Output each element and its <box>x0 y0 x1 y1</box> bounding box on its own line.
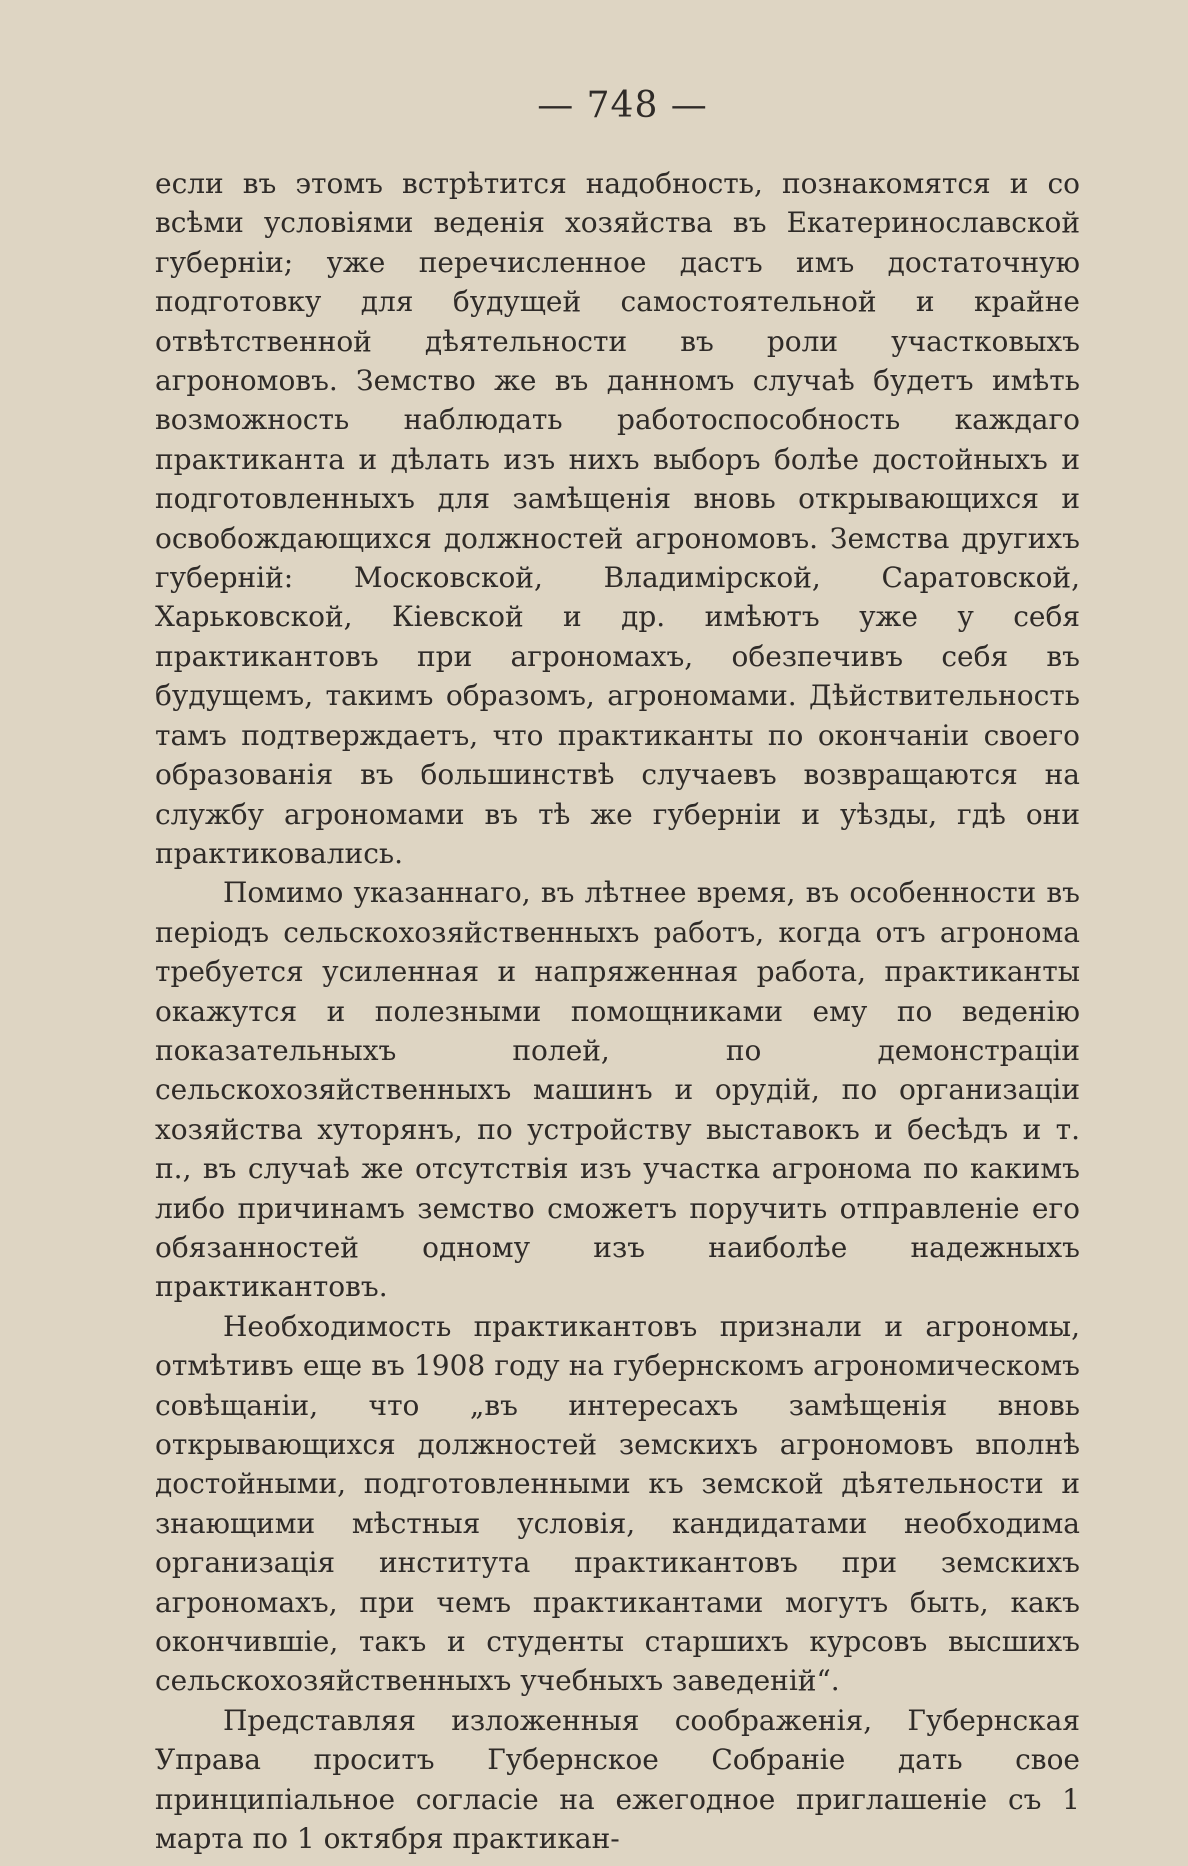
page-number: — 748 — <box>537 85 708 126</box>
paragraph-1: если въ этомъ встрѣтится надобность, познакомятся и со всѣми условіями веденія хозяйства въ Екатеринославской губерніи; уже перечисленное дастъ имъ достаточную подготовку для будущей самостоятельной и крайне отвѣтственной дѣятельности въ роли участковыхъ агрономовъ. Земство же въ данномъ случаѣ будетъ имѣть возможность наблюдать работоспособность каждаго практиканта и дѣлать изъ нихъ выборъ болѣе достойныхъ и подготовленныхъ для замѣщенія вновь открывающихся и освобождающихся должностей агрономовъ. Земства другихъ губерній: Московской, Владимірской, Саратовской, Харьковской, Кіевской и др. имѣютъ уже у себя практикантовъ при агрономахъ, обезпечивъ себя въ будущемъ, такимъ образомъ, агрономами. Дѣйствительность тамъ подтверждаетъ, что практиканты по окончаніи своего образованія въ большинствѣ случаевъ возвращаются на службу агрономами въ тѣ же губерніи и уѣзды, гдѣ они практиковались. <box>155 167 1080 870</box>
paragraph-3: Необходимость практикантовъ признали и агрономы, отмѣтивъ еще въ 1908 году на губернскомъ агрономическомъ совѣщаніи, что „въ интересахъ замѣщенія вновь открывающихся должностей земскихъ агрономовъ вполнѣ достойными, подготовленными къ земской дѣятельности и знающими мѣстныя условія, кандидатами необходима организація института практикантовъ при земскихъ агрономахъ, при чемъ практикантами могутъ быть, какъ окончившіе, такъ и студенты старшихъ курсовъ высшихъ сельскохозяйственныхъ учебныхъ заведеній“. <box>155 1309 1080 1698</box>
paragraph-4: Представляя изложенныя соображенія, Губернская Управа проситъ Губернское Собраніе дать свое принципіальное согласіе на ежегодное приглашеніе съ 1 марта по 1 октября практикан- <box>155 1703 1080 1856</box>
body-text <box>155 164 1080 1858</box>
paragraph-2: Помимо указаннаго, въ лѣтнее время, въ особенности въ періодъ сельскохозяйственныхъ работъ, когда отъ агронома требуется усиленная и напряженная работа, практиканты окажутся и полезными помощниками ему по веденію показательныхъ полей, по демонстраціи сельскохозяйственныхъ машинъ и орудій, по организаціи хозяйства хуторянъ, по устройству выставокъ и бесѣдъ и т. п., въ случаѣ же отсутствія изъ участка агронома по какимъ либо причинамъ земство сможетъ поручить отправленіе его обязанностей одному изъ наиболѣе надежныхъ практикантовъ. <box>155 876 1080 1304</box>
